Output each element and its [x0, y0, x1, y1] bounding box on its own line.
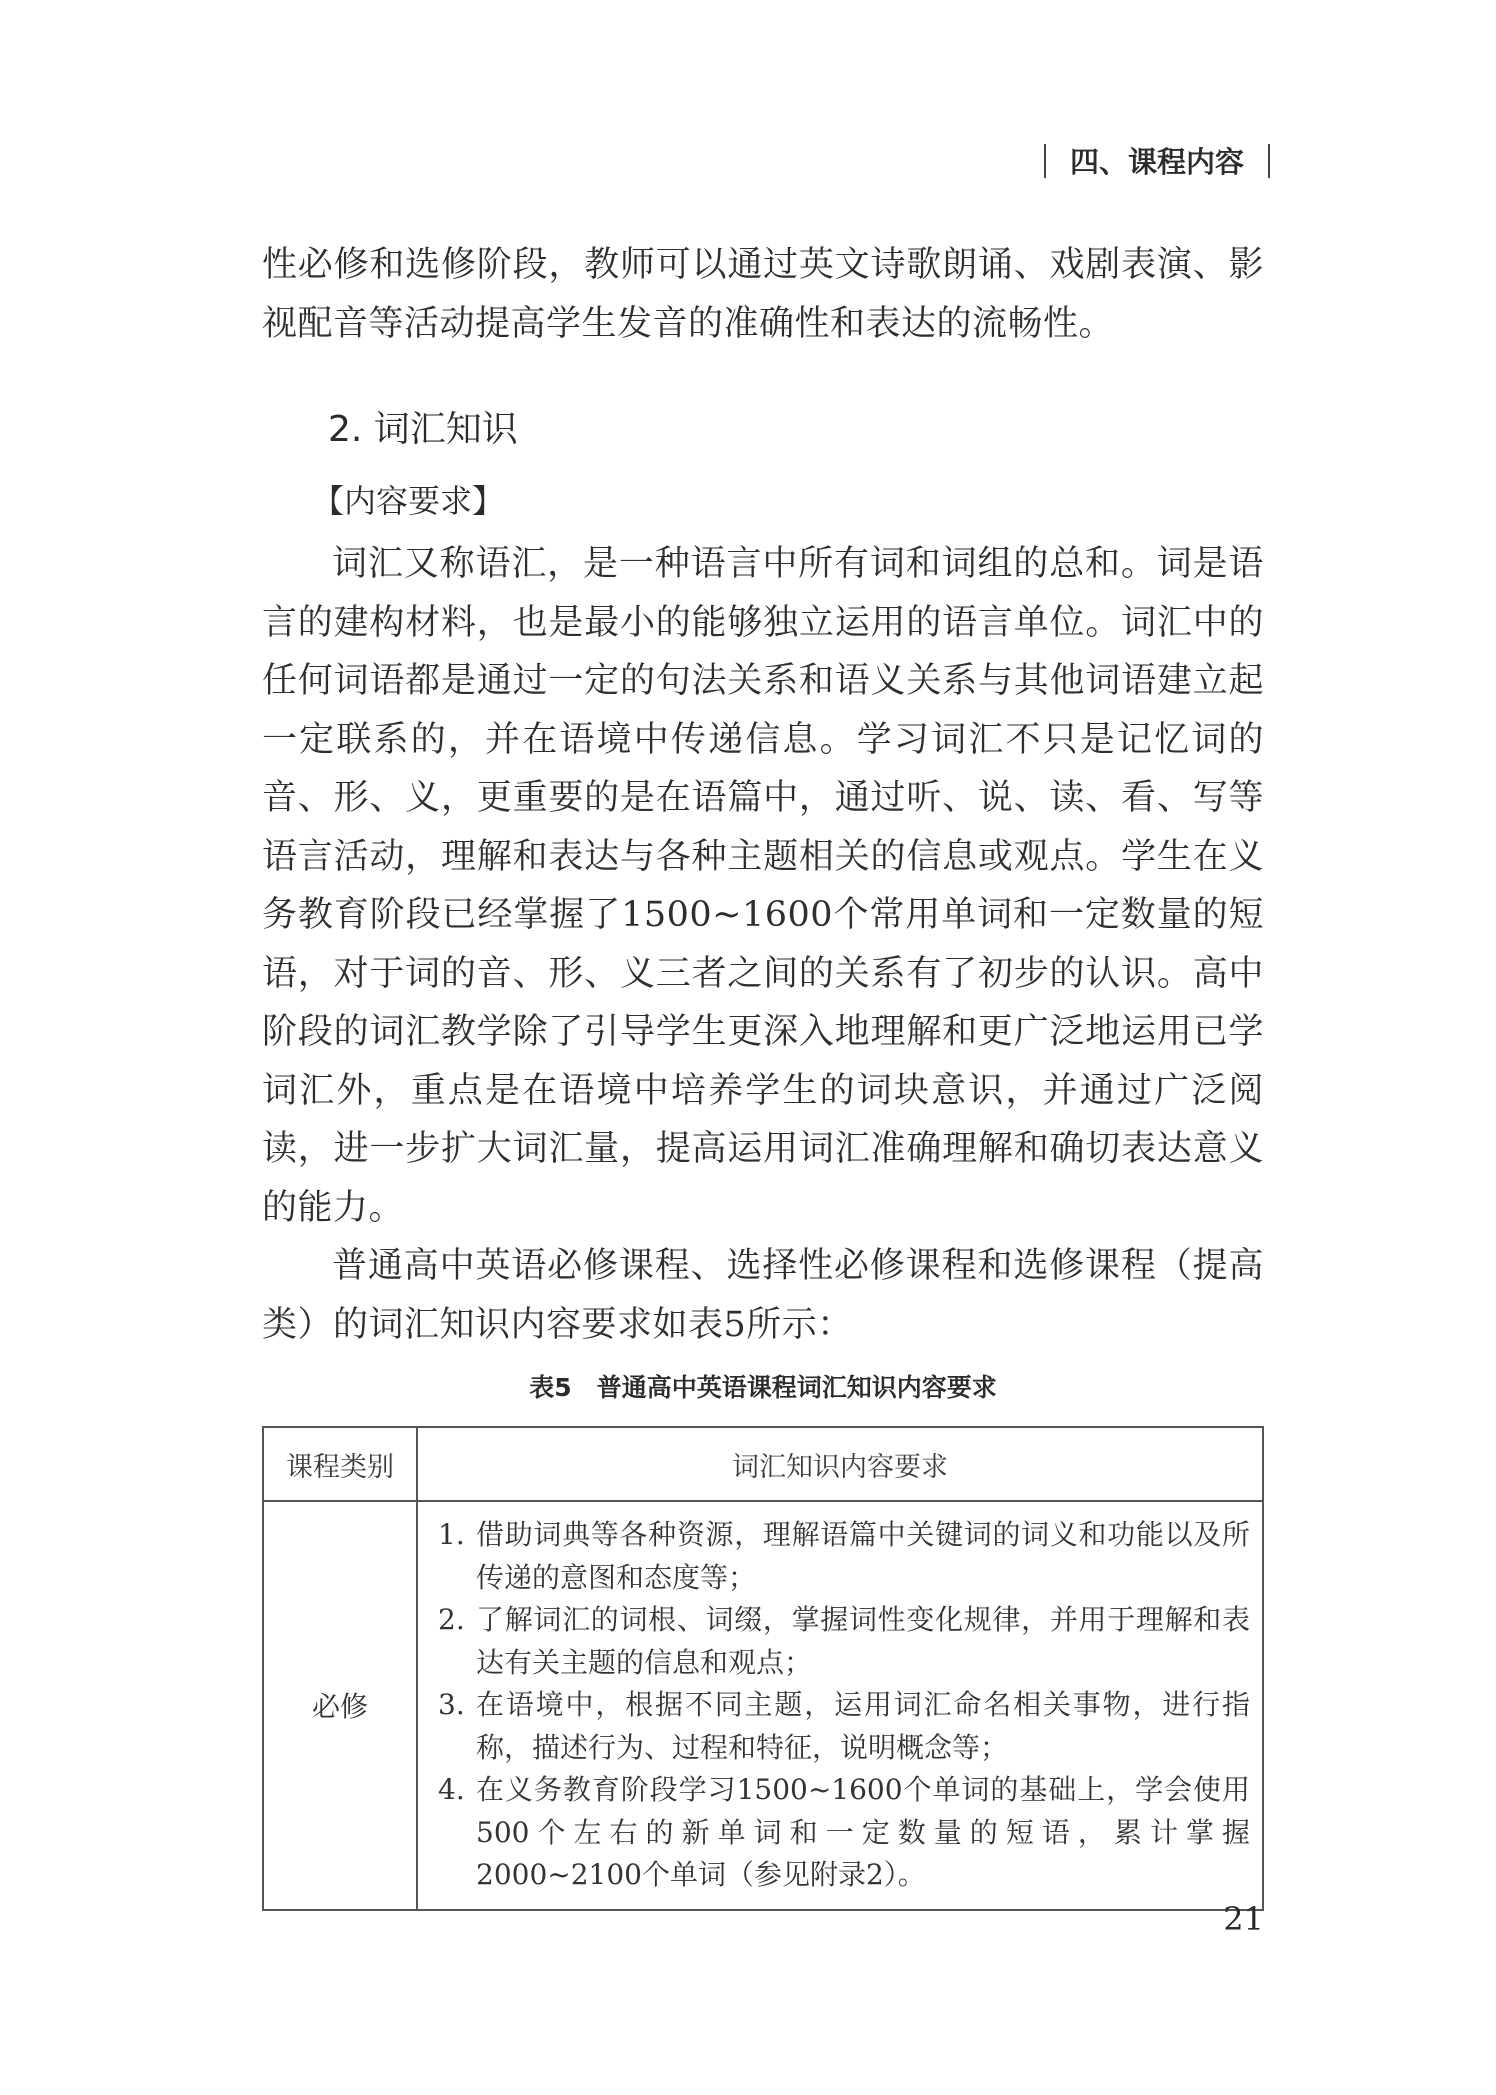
header-section-title: 四、课程内容: [1069, 145, 1244, 179]
table-caption: 表5 普通高中英语课程词汇知识内容要求: [529, 1373, 997, 1402]
item-text: 在语境中，根据不同主题，运用词汇命名相关事物，进行指称，描述行为、过程和特征，说明概念等；: [476, 1688, 1250, 1764]
paragraph-vocabulary-definition: 词汇又称语汇，是一种语言中所有词和词组的总和。词是语言的建构材料，也是最小的能够独立运用的语言单位。词汇中的任何词语都是通过一定的句法关系和语义关系与其他词语建立起一定联系的，并在语境中传递信息。学习词汇不只是记忆词的音、形、义，更重要的是在语篇中，通过听、说、读、看、写等语言活动，理解和表达与各种主题相关的信息或观点。学生在义务教育阶段已经掌握了1500~1600个常用单词和一定数量的短语，对于词的音、形、义三者之间的关系有了初步的认识。高中阶段的词汇教学除了引导学生更深入地理解和更广泛地运用已学词汇外，重点是在语境中培养学生的词块意识，并通过广泛阅读，进一步扩大词汇量，提高运用词汇准确理解和确切表达意义的能力。: [262, 544, 1264, 1228]
item-text: 借助词典等各种资源，理解语篇中关键词的词义和功能以及所传递的意图和态度等；: [476, 1518, 1250, 1594]
item-number: 2.: [438, 1603, 465, 1636]
requirement-item: [438, 1514, 1250, 1599]
running-header: [1044, 140, 1270, 181]
item-number: 3.: [438, 1688, 465, 1721]
requirement-item: [438, 1599, 1250, 1684]
requirement-item: [438, 1684, 1250, 1769]
table-row: [263, 1501, 1263, 1910]
body-content: [262, 236, 1264, 1911]
section-heading: 2. 词汇知识: [328, 409, 518, 450]
paragraph-table-intro: 普通高中英语必修课程、选择性必修课程和选修课程（提高类）的词汇知识内容要求如表5所示：: [262, 1246, 1264, 1345]
item-text: 了解词汇的词根、词缀，掌握词性变化规律，并用于理解和表达有关主题的信息和观点；: [476, 1603, 1250, 1679]
header-course-category: 课程类别: [263, 1427, 417, 1501]
item-text: 在义务教育阶段学习1500~1600个单词的基础上，学会使用500个左右的新单词和一定数量的短语，累计掌握2000~2100个单词（参见附录2）。: [476, 1773, 1250, 1891]
requirements-table: [262, 1426, 1264, 1911]
subsection-label: 【内容要求】: [312, 482, 505, 520]
category-cell: 必修: [263, 1501, 417, 1910]
header-divider-right: [1268, 144, 1270, 178]
requirement-item: [438, 1769, 1250, 1897]
table-header-row: [263, 1427, 1263, 1501]
requirements-cell: [417, 1501, 1263, 1910]
item-number: 4.: [438, 1773, 465, 1806]
header-vocabulary-requirements: 词汇知识内容要求: [417, 1427, 1263, 1501]
page-number: 21: [1223, 1900, 1264, 1938]
header-divider-left: [1044, 144, 1046, 178]
paragraph-continued: 性必修和选修阶段，教师可以通过英文诗歌朗诵、戏剧表演、影视配音等活动提高学生发音的准确性和表达的流畅性。: [262, 245, 1264, 344]
item-number: 1.: [438, 1518, 465, 1551]
